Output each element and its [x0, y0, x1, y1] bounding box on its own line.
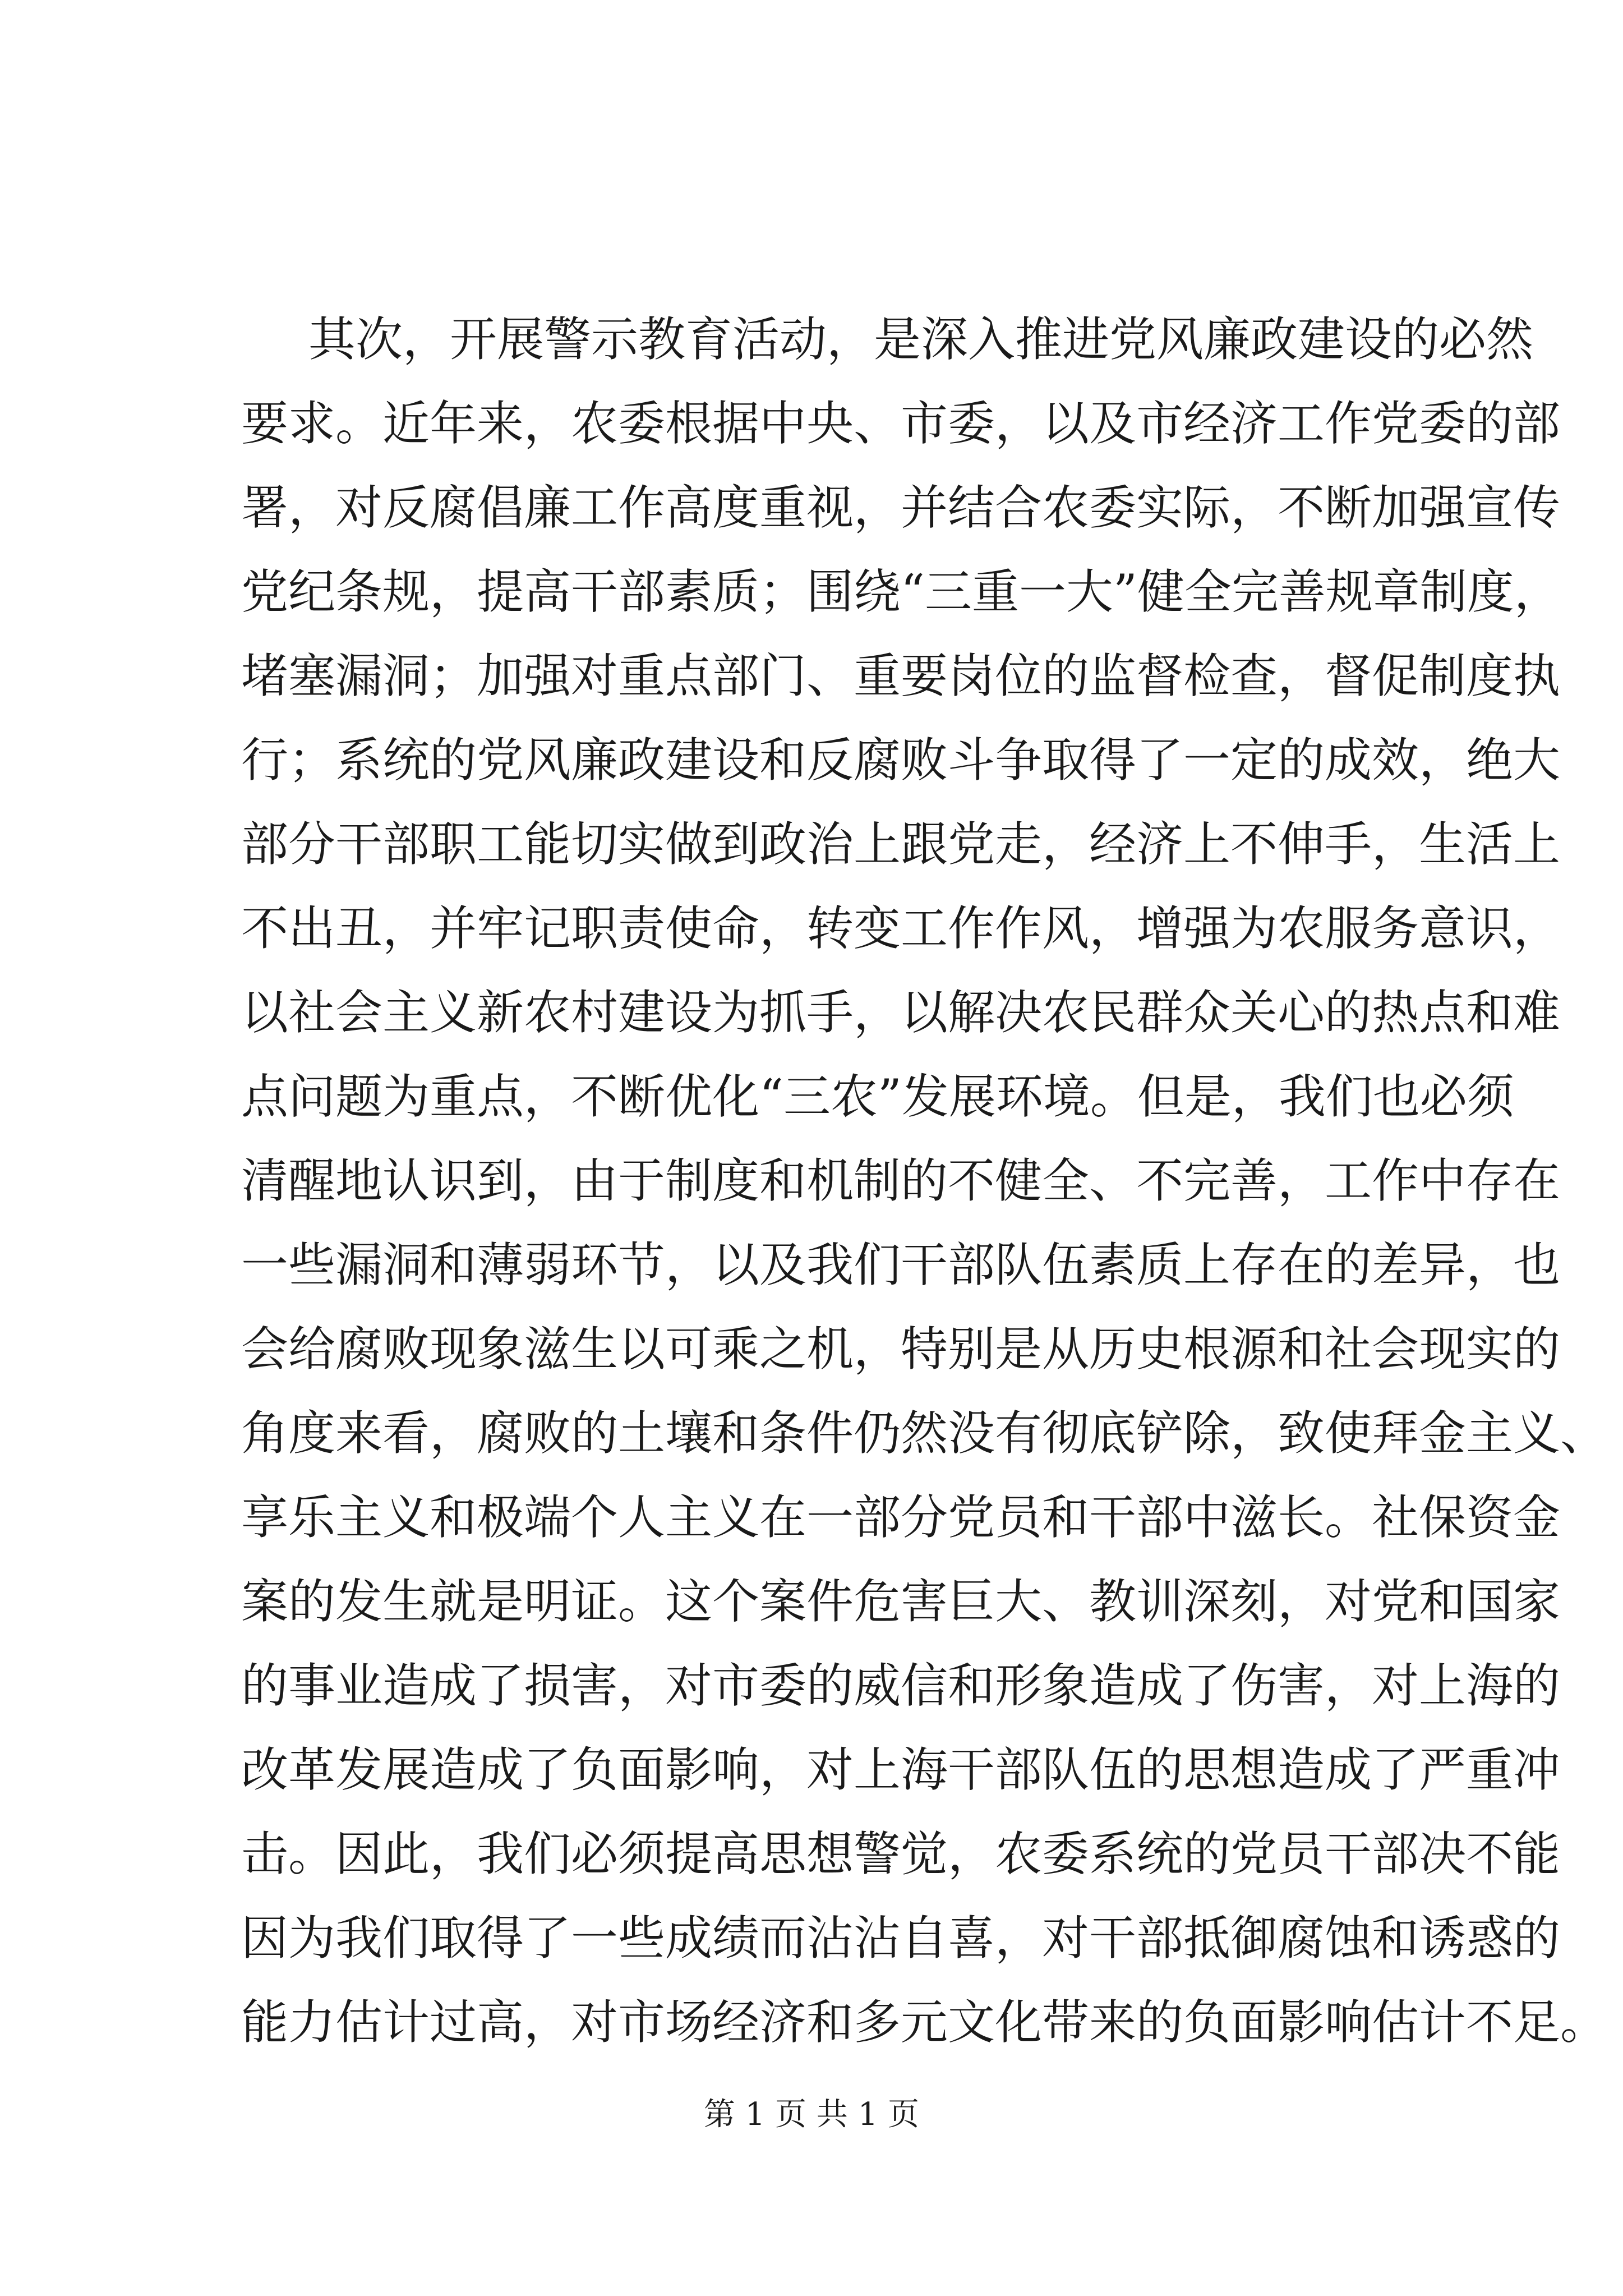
paragraph-line: 享乐主义和极端个人主义在一部分党员和干部中滋长。社保资金 [241, 1490, 1561, 1545]
paragraph-line: 角度来看，腐败的土壤和条件仍然没有彻底铲除，致使拜金主义、 [241, 1406, 1608, 1461]
paragraph-line: 案的发生就是明证。这个案件危害巨大、教训深刻，对党和国家 [241, 1574, 1561, 1629]
paragraph-line: 能力估计过高，对市场经济和多元文化带来的负面影响估计不足。 [241, 1995, 1608, 2050]
paragraph-line: 行；系统的党风廉政建设和反腐败斗争取得了一定的成效，绝大 [241, 733, 1561, 788]
body-paragraph [241, 297, 1608, 2064]
paragraph-line: 改革发展造成了负面影响，对上海干部队伍的思想造成了严重冲 [241, 1742, 1561, 1797]
page-footer: 第 1 页 共 1 页 [703, 2096, 920, 2133]
paragraph-line: 要求。近年来，农委根据中央、市委，以及市经济工作党委的部 [241, 396, 1561, 451]
paragraph-line: 其次，开展警示教育活动，是深入推进党风廉政建设的必然 [308, 312, 1534, 367]
paragraph-line: 以社会主义新农村建设为抓手，以解决农民群众关心的热点和难 [241, 985, 1561, 1040]
paragraph-line: 不出丑，并牢记职责使命，转变工作作风，增强为农服务意识， [241, 901, 1561, 956]
paragraph-line: 会给腐败现象滋生以可乘之机，特别是从历史根源和社会现实的 [241, 1322, 1561, 1377]
paragraph-line: 堵塞漏洞；加强对重点部门、重要岗位的监督检查，督促制度执 [241, 648, 1561, 703]
paragraph-line: 署，对反腐倡廉工作高度重视，并结合农委实际，不断加强宣传 [241, 480, 1561, 535]
paragraph-line: 党纪条规，提高干部素质；围绕“三重一大”健全完善规章制度， [241, 564, 1561, 619]
paragraph-line: 一些漏洞和薄弱环节，以及我们干部队伍素质上存在的差异，也 [241, 1237, 1561, 1292]
paragraph-line: 点问题为重点，不断优化“三农”发展环境。但是，我们也必须 [241, 1069, 1514, 1124]
paragraph-line: 因为我们取得了一些成绩而沾沾自喜，对干部抵御腐蚀和诱惑的 [241, 1911, 1561, 1966]
paragraph-line: 清醒地认识到，由于制度和机制的不健全、不完善，工作中存在 [241, 1153, 1561, 1208]
paragraph-line: 部分干部职工能切实做到政治上跟党走，经济上不伸手，生活上 [241, 817, 1561, 872]
paragraph-line: 的事业造成了损害，对市委的威信和形象造成了伤害，对上海的 [241, 1658, 1561, 1713]
paragraph-line: 击。因此，我们必须提高思想警觉，农委系统的党员干部决不能 [241, 1826, 1561, 1881]
